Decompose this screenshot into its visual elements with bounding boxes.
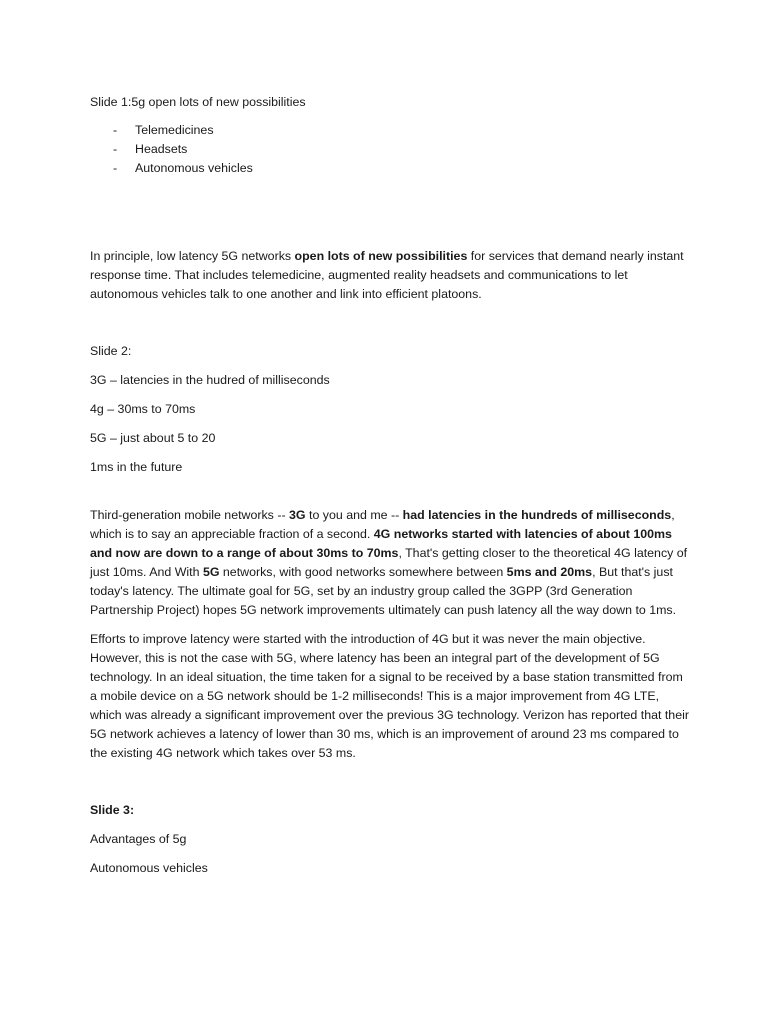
bullet-text: Telemedicines [135,123,214,137]
slide3-heading [90,801,690,820]
bold-run: 4G networks started with latencies of about 100ms and now are down to a range of about 30ms to 70ms [90,527,672,560]
text-run: , But that's just today's latency. The ultimate goal for 5G, set by an industry group called the 3GPP (3rd Generation Partnership Project) hopes 5G network improvements ultimately can push latency all the way down to 1ms. [90,565,677,617]
text-run: , That's getting closer to the theoretical 4G latency of just 10ms. And With [90,546,688,579]
list-item [90,140,690,159]
paragraph-possibilities [90,247,690,304]
bold-run: 5G [202,565,220,579]
text-run: , which is to say an appreciable fraction of a second. [90,508,675,541]
bold-run: had latencies in the hundreds of milliseconds [402,508,672,522]
bold-run: 3G [289,508,306,522]
latency-line-future: 1ms in the future [90,460,183,474]
bullet-dash: - [113,123,118,137]
latency-line-5g: 5G – just about 5 to 20 [90,431,216,445]
latency-line-4g: 4g – 30ms to 70ms [90,402,196,416]
slide1-heading: Slide 1:5g open lots of new possibilities [90,95,306,109]
document-body [90,93,690,878]
bullet-dash: - [113,161,118,175]
text-run: In principle, low latency 5G networks [90,249,295,263]
slide2-heading: Slide 2: [90,344,132,358]
list-item [90,159,690,178]
bullet-dash: - [113,142,118,156]
text-run: to you and me -- [305,508,403,522]
slide3-line-autonomous: Autonomous vehicles [90,861,208,875]
paragraph-latency-history [90,506,690,620]
text-run: for services that demand nearly instant response time. That includes telemedicine, augmented reality headsets and communications to let autonomous vehicles talk to one another and link into efficient platoons. [90,249,684,301]
slide3-line-advantages: Advantages of 5g [90,832,187,846]
text-run: Third-generation mobile networks -- [90,508,290,522]
bold-run: Slide 3: [90,803,135,817]
text-run: networks, with good networks somewhere between [219,565,507,579]
bullet-text: Headsets [135,142,188,156]
bold-run: open lots of new possibilities [294,249,468,263]
slide1-bullet-list [90,121,690,178]
paragraph-latency-5g: Efforts to improve latency were started with the introduction of 4G but it was never the main objective. However, this is not the case with 5G, where latency has been an integral part of the development of 5G technology. In an ideal situation, the time taken for a signal to be received by a base station transmitted from a mobile device on a 5G network should be 1-2 milliseconds! This is a major improvement from 4G LTE, which was already a significant improvement over the previous 3G technology. Verizon has reported that their 5G network achieves a latency of lower than 30 ms, which is an improvement of around 23 ms compared to the existing 4G network which takes over 53 ms. [90,632,689,760]
bold-run: 5ms and 20ms [506,565,593,579]
latency-line-3g: 3G – latencies in the hudred of milliseconds [90,373,330,387]
list-item [90,121,690,140]
bullet-text: Autonomous vehicles [135,161,253,175]
